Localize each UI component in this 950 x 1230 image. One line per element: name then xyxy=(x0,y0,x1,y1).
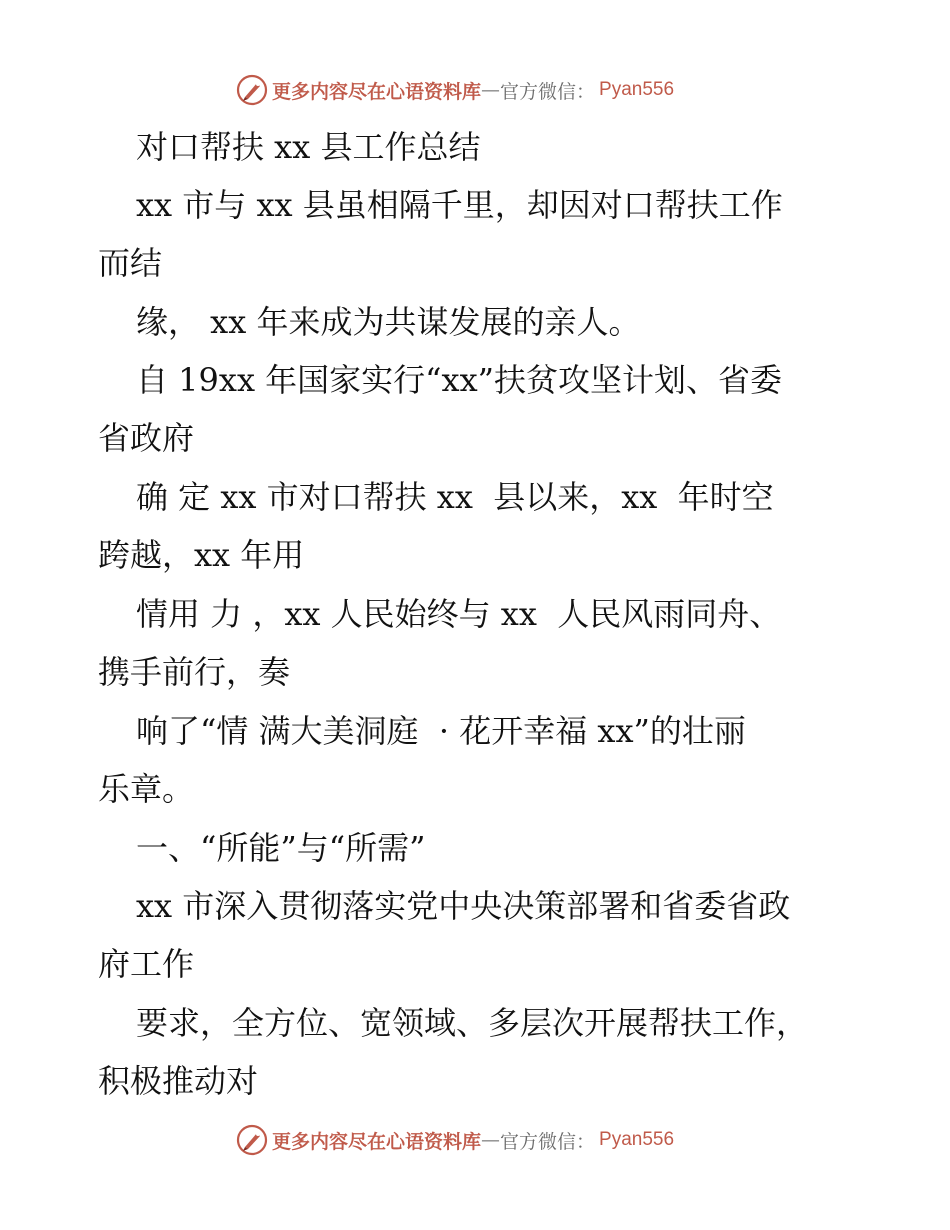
paragraph-line: 乐章。 xyxy=(98,770,195,808)
paragraph-line: 情用 力 ，xx 人民始终与 xx 人民风雨同舟、 xyxy=(136,595,782,633)
paragraph-line: 积极推动对 xyxy=(98,1062,259,1100)
paragraph-line: xx 市与 xx 县虽相隔千里，却因对口帮扶工作 xyxy=(136,186,783,224)
section-heading: 一、“所能”与“所需” xyxy=(136,829,426,867)
watermark-wechat-id: Pyan556 xyxy=(599,79,675,100)
watermark-dash: — xyxy=(481,79,501,101)
watermark-site-text: 更多内容尽在心语资料库 xyxy=(272,80,482,103)
quill-pen-logo-icon xyxy=(236,1124,268,1156)
paragraph-line: 携手前行，奏 xyxy=(98,653,291,691)
paragraph-line: 响了“情 满大美洞庭 · 花开幸福 xx”的壮丽 xyxy=(136,712,746,750)
watermark-wechat-label: 官方微信： xyxy=(500,1130,596,1153)
paragraph-line: 省政府 xyxy=(98,419,195,457)
paragraph-line: 确 定 xx 市对口帮扶 xx 县以来，xx 年时空 xyxy=(136,478,774,516)
paragraph-line: xx 市深入贯彻落实党中央决策部署和省委省政 xyxy=(136,887,791,925)
paragraph-line: 跨越，xx 年用 xyxy=(98,536,305,574)
paragraph-line: 要求，全方位、宽领域、多层次开展帮扶工作， xyxy=(136,1004,809,1042)
paragraph-line: 府工作 xyxy=(98,945,195,983)
footer-watermark xyxy=(236,1122,674,1158)
paragraph-line: 而结 xyxy=(98,244,163,282)
watermark-site-text: 更多内容尽在心语资料库 xyxy=(272,1130,482,1153)
paragraph-line: 缘， xx 年来成为共谋发展的亲人。 xyxy=(136,303,641,341)
watermark-wechat-label: 官方微信： xyxy=(500,80,596,103)
watermark-dash: — xyxy=(481,1129,501,1151)
watermark-wechat-id: Pyan556 xyxy=(599,1129,675,1150)
document-title: 对口帮扶 xx 县工作总结 xyxy=(136,128,481,166)
paragraph-line: 自 19xx 年国家实行“xx”扶贫攻坚计划、省委 xyxy=(136,361,782,399)
